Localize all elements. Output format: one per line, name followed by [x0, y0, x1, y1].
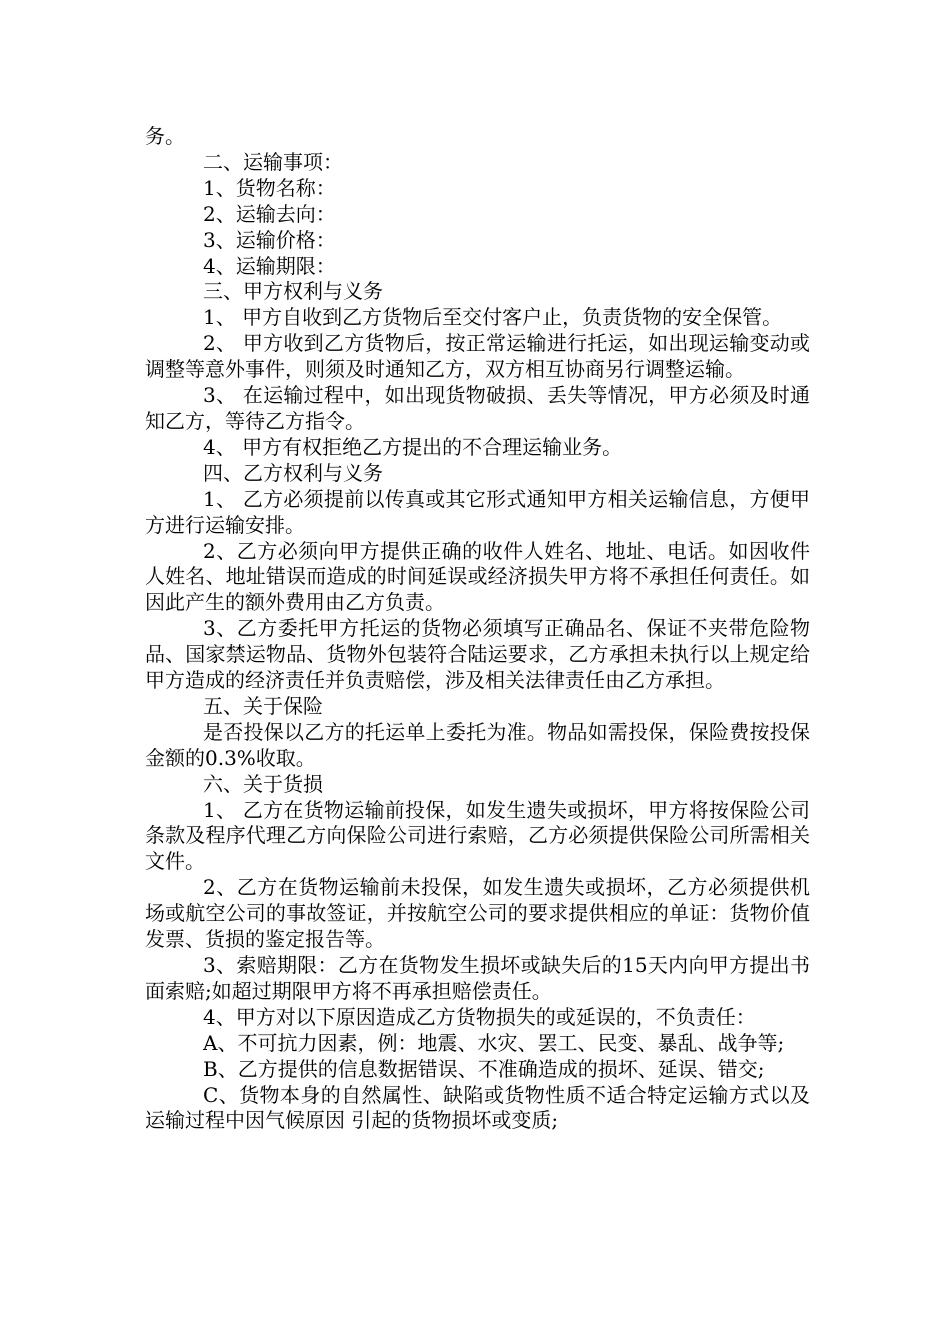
paragraph: 4、运输期限： — [203, 253, 336, 278]
section-heading: 五、关于保险 — [203, 693, 323, 718]
paragraph: 2、乙方在货物运输前未投保，如发生遗失或损坏，乙方必须提供机场或航空公司的事故签证，并按航空公司的要求提供相应的单证：货物价值发票、货损的鉴定报告等。 — [145, 875, 810, 952]
paragraph: C、货物本身的自然属性、缺陷或货物性质不适合特定运输方式以及运输过程中因气候原因 引起的货物损坏或变质; — [145, 1082, 810, 1133]
section-heading: 三、甲方权利与义务 — [203, 279, 383, 304]
paragraph: B、乙方提供的信息数据错误、不准确造成的损坏、延误、错交; — [203, 1056, 765, 1081]
paragraph: A、不可抗力因素，例：地震、水灾、罢工、民变、暴乱、战争等; — [203, 1030, 785, 1055]
paragraph: 4、 甲方有权拒绝乙方提出的不合理运输业务。 — [203, 434, 623, 459]
paragraph: 3、 在运输过程中，如出现货物破损、丢失等情况，甲方必须及时通知乙方，等待乙方指令。 — [145, 383, 810, 433]
paragraph: 务。 — [145, 124, 185, 148]
section-heading: 二、运输事项： — [203, 149, 343, 174]
section-heading: 六、关于货损 — [203, 771, 323, 796]
document-body — [145, 124, 810, 1134]
paragraph: 3、运输价格： — [203, 227, 336, 252]
paragraph: 2、运输去向： — [203, 201, 336, 226]
paragraph: 2、 甲方收到乙方货物后，按正常运输进行托运，如出现运输变动或调整等意外事件，则须及时通知乙方，双方相互协商另行调整运输。 — [145, 331, 810, 382]
paragraph: 1、 乙方必须提前以传真或其它形式通知甲方相关运输信息，方便甲方进行运输安排。 — [145, 486, 810, 537]
paragraph: 3、索赔期限：乙方在货物发生损坏或缺失后的15天内向甲方提出书面索赔;如超过期限甲方将不再承担赔偿责任。 — [145, 953, 810, 1003]
paragraph: 1、 甲方自收到乙方货物后至交付客户止，负责货物的安全保管。 — [203, 305, 783, 330]
paragraph: 1、货物名称： — [203, 175, 336, 200]
section-heading: 四、乙方权利与义务 — [203, 460, 383, 485]
paragraph: 2、乙方必须向甲方提供正确的收件人姓名、地址、电话。如因收件人姓名、地址错误而造成的时间延误或经济损失甲方将不承担任何责任。如因此产生的额外费用由乙方负责。 — [145, 538, 810, 615]
paragraph: 4、甲方对以下原因造成乙方货物损失的或延误的，不负责任： — [203, 1004, 756, 1029]
paragraph: 是否投保以乙方的托运单上委托为准。物品如需投保，保险费按投保金额的0.3%收取。 — [145, 719, 810, 770]
paragraph: 1、 乙方在货物运输前投保，如发生遗失或损坏，甲方将按保险公司条款及程序代理乙方向保险公司进行索赔，乙方必须提供保险公司所需相关文件。 — [145, 797, 810, 874]
paragraph: 3、乙方委托甲方托运的货物必须填写正确品名、保证不夹带危险物品、国家禁运物品、货物外包装符合陆运要求，乙方承担未执行以上规定给甲方造成的经济责任并负责赔偿，涉及相关法律责任由乙方承担。 — [145, 616, 810, 693]
